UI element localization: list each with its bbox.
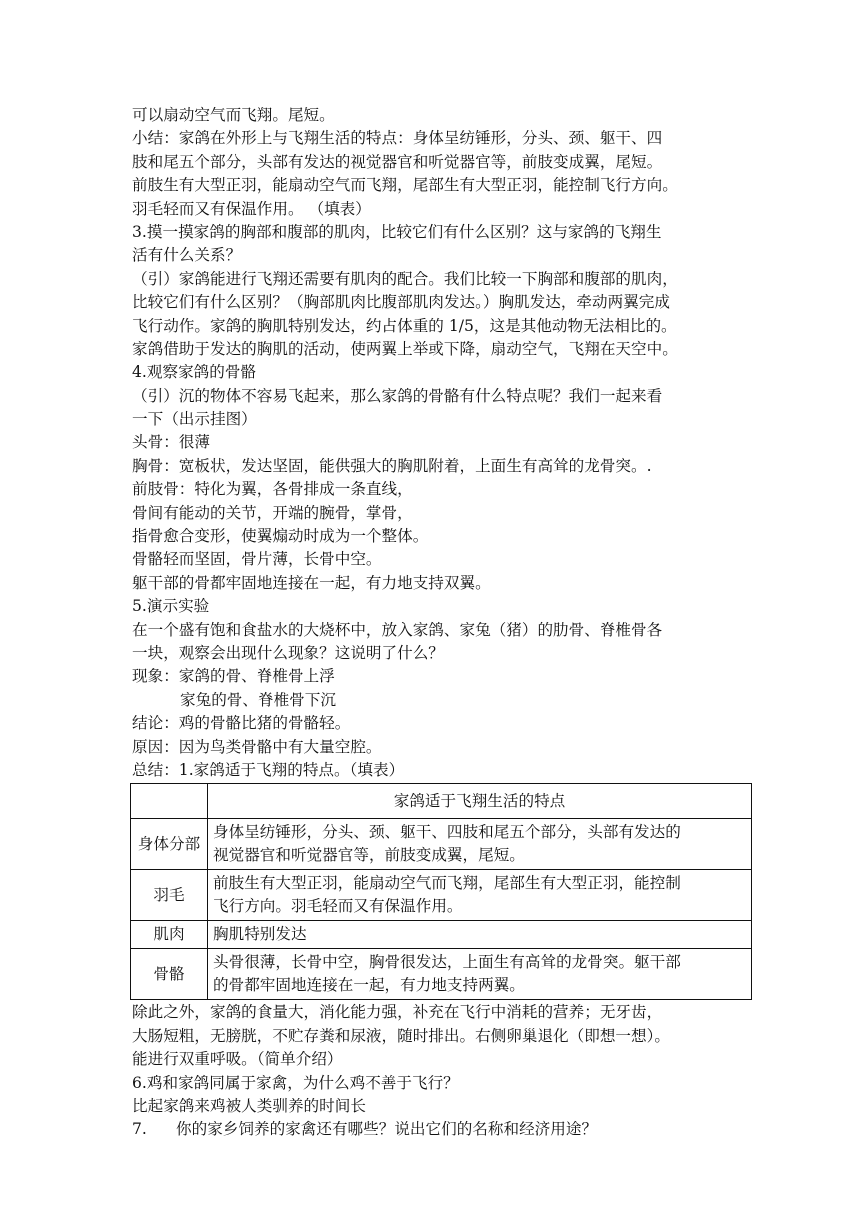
text-line: 头骨：很薄 xyxy=(132,433,210,452)
text-line: 比较它们有什么区别？（胸部肌肉比腹部肌肉发达。）胸肌发达，牵动两翼完成 xyxy=(132,293,670,312)
text-line: 一块，观察会出现什么现象？这说明了什么？ xyxy=(132,643,444,662)
text-line: 指骨愈合变形，使翼煽动时成为一个整体。 xyxy=(132,527,429,546)
cell-line: 视觉器官和听觉器官等，前肢变成翼，尾短。 xyxy=(213,846,525,865)
row-label-feathers: 羽毛 xyxy=(131,870,208,921)
document-body xyxy=(132,104,748,1142)
table-row xyxy=(131,870,752,921)
text-line: 飞行动作。家鸽的胸肌特别发达，约占体重的 1/5，这是其他动物无法相比的。 xyxy=(132,316,677,335)
paragraph-block-mid xyxy=(132,712,748,782)
paragraph-block-top xyxy=(132,104,748,689)
text-line: 躯干部的骨都牢固地连接在一起，有力地支持双翼。 xyxy=(132,573,491,592)
text-line: 活有什么关系？ xyxy=(132,246,242,265)
text-line: 现象：家鸽的骨、脊椎骨上浮 xyxy=(132,667,335,686)
paragraph-block-bottom xyxy=(132,1001,748,1118)
table-header-row xyxy=(131,784,752,819)
row-text-feathers xyxy=(208,870,752,921)
text-line: 除此之外，家鸽的食量大，消化能力强，补充在飞行中消耗的营养；无牙齿， xyxy=(132,1003,663,1022)
pigeon-flight-traits-table xyxy=(130,783,752,1000)
text-line: 前肢生有大型正羽，能扇动空气而飞翔，尾部生有大型正羽，能控制飞行方向。 xyxy=(132,176,678,195)
text-line: 小结：家鸽在外形上与飞翔生活的特点：身体呈纺锤形，分头、颈、躯干、四 xyxy=(132,129,663,148)
row-text-body xyxy=(208,819,752,870)
row-label-body: 身体分部 xyxy=(131,819,208,870)
text-line: （引）沉的物体不容易飞起来，那么家鸽的骨骼有什么特点呢？我们一起来看 xyxy=(132,386,663,405)
text-line: 4.观察家鸽的骨骼 xyxy=(132,363,257,382)
row-text-muscle xyxy=(208,921,752,949)
text-line-observation-rabbit: 家兔的骨、脊椎骨下沉 xyxy=(180,690,336,709)
text-line: 一下（出示挂图） xyxy=(132,410,257,429)
text-line: 大肠短粗，无膀胱，不贮存粪和尿液，随时排出。右侧卵巢退化（即想一想）。 xyxy=(132,1026,670,1045)
text-line: 5.演示实验 xyxy=(132,597,210,616)
row-text-skeleton xyxy=(208,949,752,1000)
row-label-muscle: 肌肉 xyxy=(131,921,208,949)
table-row xyxy=(131,949,752,1000)
cell-line: 头骨很薄，长骨中空，胸骨很发达，上面生有高耸的龙骨突。躯干部 xyxy=(213,953,681,972)
cell-line: 的骨都牢固地连接在一起，有力地支持两翼。 xyxy=(213,976,525,995)
row-label-skeleton: 骨骼 xyxy=(131,949,208,1000)
table-corner-cell xyxy=(131,784,208,819)
text-line: 家鸽借助于发达的胸肌的活动，使两翼上举或下降，扇动空气，飞翔在天空中。 xyxy=(132,339,678,358)
table-header-cell: 家鸽适于飞翔生活的特点 xyxy=(208,784,752,819)
text-line: 6.鸡和家鸽同属于家禽，为什么鸡不善于飞行？ xyxy=(132,1073,459,1092)
cell-line: 前肢生有大型正羽，能扇动空气而飞翔，尾部生有大型正羽，能控制 xyxy=(213,874,681,893)
text-line: 原因：因为鸟类骨骼中有大量空腔。 xyxy=(132,737,382,756)
text-line: 前肢骨：特化为翼，各骨排成一条直线， xyxy=(132,480,413,499)
text-line: 胸骨：宽板状，发达坚固，能供强大的胸肌附着，上面生有高耸的龙骨突。. xyxy=(132,456,652,475)
cell-line: 身体呈纺锤形，分头、颈、躯干、四肢和尾五个部分，头部有发达的 xyxy=(213,823,681,842)
text-line: 比起家鸽来鸡被人类驯养的时间长 xyxy=(132,1096,366,1115)
cell-line: 飞行方向。羽毛轻而又有保温作用。 xyxy=(213,897,463,916)
text-line: 羽毛轻而又有保温作用。 （填表） xyxy=(132,199,371,218)
text-line: 可以扇动空气而飞翔。尾短。 xyxy=(132,106,335,124)
table-row xyxy=(131,921,752,949)
text-line: 总结：1.家鸽适于飞翔的特点。（填表） xyxy=(132,760,405,779)
cell-line: 胸肌特别发达 xyxy=(213,925,307,944)
table-row xyxy=(131,819,752,870)
question-7-number: 7. xyxy=(132,1120,147,1139)
text-line: （引）家鸽能进行飞翔还需要有肌肉的配合。我们比较一下胸部和腹部的肌肉， xyxy=(132,269,678,288)
text-line: 肢和尾五个部分，头部有发达的视觉器官和听觉器官等，前肢变成翼，尾短。 xyxy=(132,152,663,171)
question-7-text: 你的家乡饲养的家禽还有哪些？说出它们的名称和经济用途？ xyxy=(176,1120,598,1139)
text-line: 骨骼轻而坚固，骨片薄，长骨中空。 xyxy=(132,550,382,569)
text-line: 结论：鸡的骨骼比猪的骨骼轻。 xyxy=(132,714,351,733)
question-7 xyxy=(132,1118,748,1141)
text-line: 能进行双重呼吸。（简单介绍） xyxy=(132,1050,343,1069)
text-line: 骨间有能动的关节，开端的腕骨，掌骨， xyxy=(132,503,413,522)
text-line: 在一个盛有饱和食盐水的大烧杯中，放入家鸽、家兔（猪）的肋骨、脊椎骨各 xyxy=(132,620,663,639)
text-line: 3.摸一摸家鸽的胸部和腹部的肌肉，比较它们有什么区别？这与家鸽的飞翔生 xyxy=(132,222,662,241)
